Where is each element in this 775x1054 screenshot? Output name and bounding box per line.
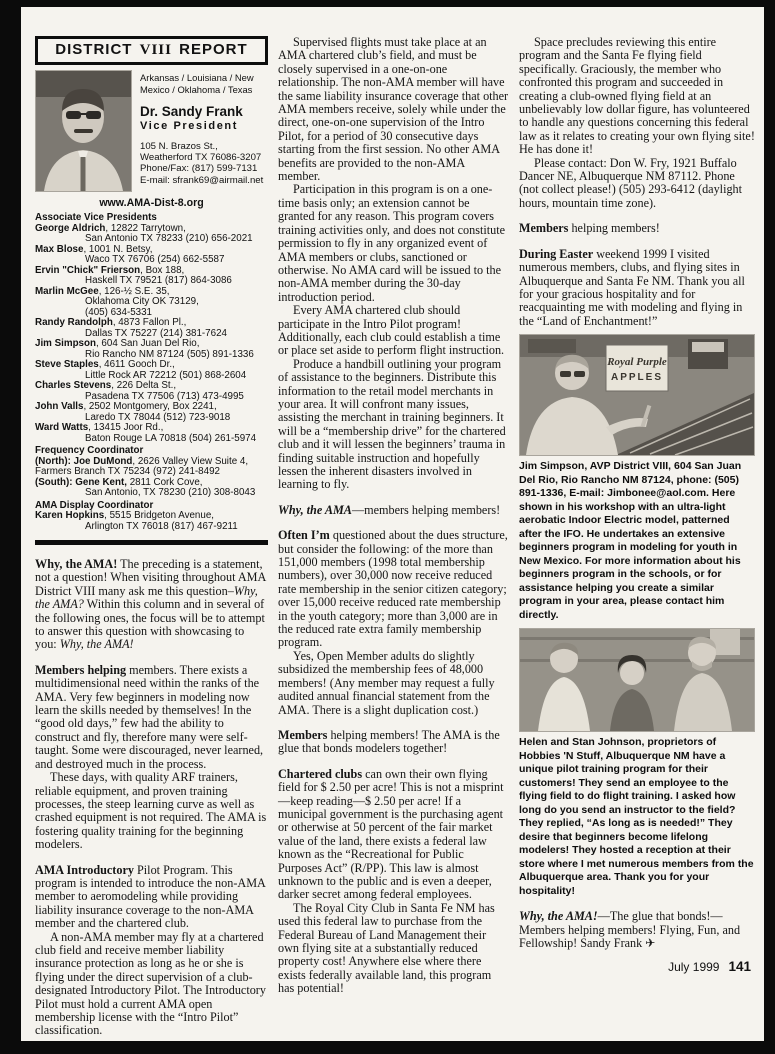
column-right bbox=[519, 36, 755, 1041]
directory-line: Max Blose, 1001 N. Betsy, bbox=[35, 243, 153, 255]
group-photo-illustration bbox=[520, 629, 754, 731]
directory-line: Randy Randolph, 4873 Fallon Pl., bbox=[35, 317, 187, 328]
directory-line: Dallas TX 75227 (214) 381-7624 bbox=[85, 327, 227, 339]
directory-line: Waco TX 76706 (254) 662-5587 bbox=[85, 254, 225, 265]
banner-roman-numeral: VIII bbox=[139, 42, 172, 58]
directory-line: (South): Gene Kent, 2811 Cork Cove, bbox=[35, 476, 203, 488]
paragraph: AMA Introductory Pilot Program. This program is intended to introduce the non-AMA member to aeromodeling while providing liability insurance coverage to the non-AMA member and the chartered club. bbox=[35, 862, 266, 931]
directory-line: Little Rock AR 72212 (501) 868-2604 bbox=[85, 369, 247, 381]
photo-dr-sandy-frank bbox=[35, 70, 132, 192]
officer-directory bbox=[35, 213, 268, 532]
directory-line: Karen Hopkins, 5515 Bridgeton Avenue, bbox=[35, 510, 214, 521]
paragraph: A non-AMA member may fly at a chartered club field and receive member liability insurance protection as long as he or she is flying under the direct supervision of a club-designated Introductory Pilot. The Introductory Pilot must hold a current AMA open membership license with the “Intro Pilot” classification. bbox=[35, 929, 266, 1038]
directory-line: AMA Display Coordinator bbox=[35, 499, 154, 511]
section-divider-rule bbox=[35, 540, 268, 545]
paragraph: The Royal City Club in Santa Fe NM has used this federal law to purchase from the Federal Bureau of Land Management their own flying site at a substantially reduced property cost! Anywhere else where there exists federally available land, this program has potential! bbox=[278, 900, 495, 996]
address-line: E-mail: sfrank69@airmail.net bbox=[140, 174, 264, 186]
article-column-2 bbox=[278, 36, 509, 996]
apple-box-label-line2: APPLES bbox=[610, 372, 664, 384]
article-column-3-close bbox=[519, 910, 755, 950]
paragraph: Please contact: Don W. Fry, 1921 Buffalo Dancer NE, Albuquerque NM 87112. Phone (not collect please!) (505) 293-6412 (daylight hours, mountain time zone). bbox=[519, 155, 743, 210]
address-line: 105 N. Brazos St., bbox=[140, 141, 218, 152]
page-footer bbox=[519, 959, 755, 974]
district-report-banner bbox=[35, 36, 268, 65]
directory-line: Steve Staples, 4611 Gooch Dr., bbox=[35, 359, 175, 370]
column-middle bbox=[278, 36, 509, 1041]
region-line: Mexico / Oklahoma / Texas bbox=[140, 83, 253, 95]
article-column-3-top bbox=[519, 36, 755, 328]
directory-line: Farmers Branch TX 75234 (972) 241-8492 bbox=[35, 466, 220, 477]
page-number: 141 bbox=[728, 959, 751, 975]
paragraph: Often I’m questioned about the dues structure, but consider the following: of the more than 151,000 members (1998 total membership numbers), over 30,000 now receive reduced rate membership in the senior citizen category; over 15,000 receive reduced rate membership in the youth category; more than 3,000 are in the reduced rate extra family membership program. bbox=[278, 528, 508, 650]
apple-box-label-line1: Royal Purple bbox=[607, 356, 667, 369]
directory-line: Associate Vice Presidents bbox=[35, 212, 157, 223]
paragraph: Chartered clubs can own their own flying field for $ 2.50 per acre! This is not a misprint—keep reading—$ 2.50 per acre! If a municipal government is the purchasing agent or otherwise at 50 percent of the fair market value of the land, there exists a federal law known as the “Recreational for Public Purposes Act” (R/PP). This law is almost unknown to the public and is even a deeper, darker secret among federal employees. bbox=[278, 766, 504, 902]
masthead-info bbox=[140, 70, 263, 192]
directory-line: Haskell TX 79521 (817) 864-3086 bbox=[85, 275, 232, 286]
issue-date: July 1999 bbox=[668, 960, 720, 975]
directory-line: (405) 634-5331 bbox=[85, 306, 152, 318]
paragraph: Why, the AMA—members helping members! bbox=[278, 502, 501, 517]
directory-line: San Antonio, TX 78230 (210) 308-8043 bbox=[85, 487, 256, 498]
directory-line: Jim Simpson, 604 San Juan Del Rio, bbox=[35, 338, 200, 349]
directory-line: Frequency Coordinator bbox=[35, 445, 144, 456]
photo-jim-simpson-workshop bbox=[519, 334, 755, 456]
banner-word-report: REPORT bbox=[179, 41, 248, 58]
directory-line: George Aldrich, 12822 Tarrytown, bbox=[35, 222, 186, 234]
directory-line: Baton Rouge LA 70818 (504) 261-5974 bbox=[85, 432, 257, 444]
district-website: www.AMA-Dist-8.org bbox=[99, 197, 204, 209]
page-content bbox=[21, 7, 764, 1041]
directory-line: Marlin McGee, 126-½ S.E. 35, bbox=[35, 285, 170, 297]
paragraph: Members helping members! The AMA is the glue that bonds modelers together! bbox=[278, 727, 500, 756]
directory-line: Ervin "Chick" Frierson, Box 188, bbox=[35, 264, 185, 276]
airplane-icon: ✈ bbox=[645, 935, 656, 950]
paragraph: Members helping members! bbox=[519, 221, 660, 236]
paragraph: Every AMA chartered club should participate in the Intro Pilot program! Additionally, each club could establish a time or place set aside to perform flight instruction. bbox=[278, 303, 505, 358]
column-left bbox=[35, 36, 268, 1041]
officer-address bbox=[140, 141, 263, 186]
directory-line: Pasadena TX 77506 (713) 473-4995 bbox=[85, 390, 244, 402]
paragraph: Why, the AMA!—The glue that bonds!—Members helping members! Flying, Fun, and Fellowship! Sandy Frank ✈ bbox=[519, 909, 741, 950]
directory-line: Charles Stevens, 226 Delta St., bbox=[35, 380, 177, 391]
paragraph: Members helping members. There exists a multidimensional need within the ranks of the AMA. Very few beginners in modeling now learn the skills needed by themselves! In the “good old days,” few had the ability to construct and fly, therefore many were self-taught. Some were discouraged, never learned, and destroyed much in the process. bbox=[35, 662, 264, 771]
address-line: Phone/Fax: (817) 599-7131 bbox=[140, 163, 258, 175]
directory-line: Arlington TX 76018 (817) 467-9211 bbox=[85, 520, 238, 532]
region-list bbox=[140, 72, 263, 95]
officer-title: Vice President bbox=[140, 120, 239, 132]
paragraph: Produce a handbill outlining your program of assistance to the beginners. Distribute this information to the retail model merchants in your area. It will confront many issues, assisting the merchant in training beginners. It will be a “membership drive” for the chartered club and it will lessen the beginners’ trauma in finding suitable instruction and hopefully lessen the inherent disasters involved in learning to fly. bbox=[278, 356, 506, 492]
paragraph: Yes, Open Member adults do slightly subsidized the membership fees of 48,000 members! (Any member may request a fully audited annual financial statement from the AMA. There is a slight duplication cost.) bbox=[278, 648, 495, 717]
masthead bbox=[35, 70, 268, 192]
directory-line: San Antonio TX 78233 (210) 656-2021 bbox=[85, 233, 253, 244]
directory-line: Laredo TX 78044 (512) 723-9018 bbox=[85, 411, 231, 423]
photo-helen-stan-johnson bbox=[519, 628, 755, 732]
directory-line: John Valls, 2502 Montgomery, Box 2241, bbox=[35, 401, 217, 412]
paragraph: Why, the AMA! The preceding is a statement, not a question! When visiting throughout AMA District VIII many ask me this question–Why, the AMA? Within this column and in several of the following ones, the focus will be to attempt to answer this question with showcasing to you: Why, the AMA! bbox=[35, 557, 266, 652]
caption-helen-stan-johnson: Helen and Stan Johnson, proprietors of Hobbies 'N Stuff, Albuquerque NM have a unique pilot training program for their customers! They send an employee to the flying field to do flight training. I asked how long do you send an instructor to the field? They replied, “As long as is needed!” They desire that beginners become lifelong modelers! They hosted a reception at their store where I met numerous members from the Albuquerque area. Thank you for your hospitality! bbox=[519, 736, 754, 897]
address-line: Weatherford TX 76086-3207 bbox=[140, 152, 262, 164]
region-line: Arkansas / Louisiana / New bbox=[140, 72, 254, 83]
workshop-illustration bbox=[520, 335, 754, 455]
paragraph: Participation in this program is on a one-time basis only; an extension cannot be granted for any reason. This program covers training activities only, and does not constitute permission to fly in any organized event of AMA members or clubs, sanctioned or otherwise. No AMA card will be issued to the non-AMA member during the 30-day introduction period. bbox=[278, 182, 506, 304]
directory-line: (North): Joe DuMond, 2626 Valley View Suite 4, bbox=[35, 455, 249, 467]
portrait-illustration bbox=[36, 71, 131, 191]
paragraph: During Easter weekend 1999 I visited numerous members, clubs, and flying sites in Albuquerque and Santa Fe NM. Thank you all for your gracious hospitality and for reacquainting me with modeling and flying in the “Land of Enchantment!” bbox=[519, 246, 745, 328]
directory-line: Oklahoma City OK 73129, bbox=[85, 296, 199, 307]
officer-name: Dr. Sandy Frank bbox=[140, 104, 243, 119]
directory-line: Rio Rancho NM 87124 (505) 891-1336 bbox=[85, 348, 254, 360]
paragraph: These days, with quality ARF trainers, reliable equipment, and proven training processes, the steep learning curve as well as crashed equipment is not required. The AMA is fostering quality training for the beginning modelers. bbox=[35, 770, 267, 852]
paragraph: Space precludes reviewing this entire program and the Santa Fe flying field specifically. Graciously, the member who confronted this program and succeeded in creating a club-owned flying field at an unbelievably low dollar figure, has volunteered to handle any questions concerning this federal law as it relates to creating your own flying site! He has done it! bbox=[519, 35, 755, 157]
article-column-1 bbox=[35, 558, 268, 1038]
paragraph: Supervised flights must take place at an AMA chartered club’s field, and must be closely supervised in a one-on-one relationship. The non-AMA member will have the same liability insurance coverage that other AMA members receive, solely while under the direct, one-on-one supervision of the Intro Pilot, for a period of 30 consecutive days starting from the first session. No other AMA benefits are provided to the non-AMA member. bbox=[278, 35, 509, 184]
banner-word-district: DISTRICT bbox=[55, 41, 133, 58]
caption-jim-simpson: Jim Simpson, AVP District VIII, 604 San Juan Del Rio, Rio Rancho NM 87124, phone: (505) 891-1336, E-mail: Jimbonee@aol.com. Here shown in his workshop with an ultra-light aerobatic Indoor Electric model, patterned after the IFO. He undertakes an extensive beginners program in modeling for youth in New Mexico. For more information about his beginners program in the schools, or for assistance helping you create a similar program in your area, please contact him directly. bbox=[519, 460, 742, 621]
directory-line: Ward Watts, 13415 Joor Rd., bbox=[35, 422, 164, 433]
